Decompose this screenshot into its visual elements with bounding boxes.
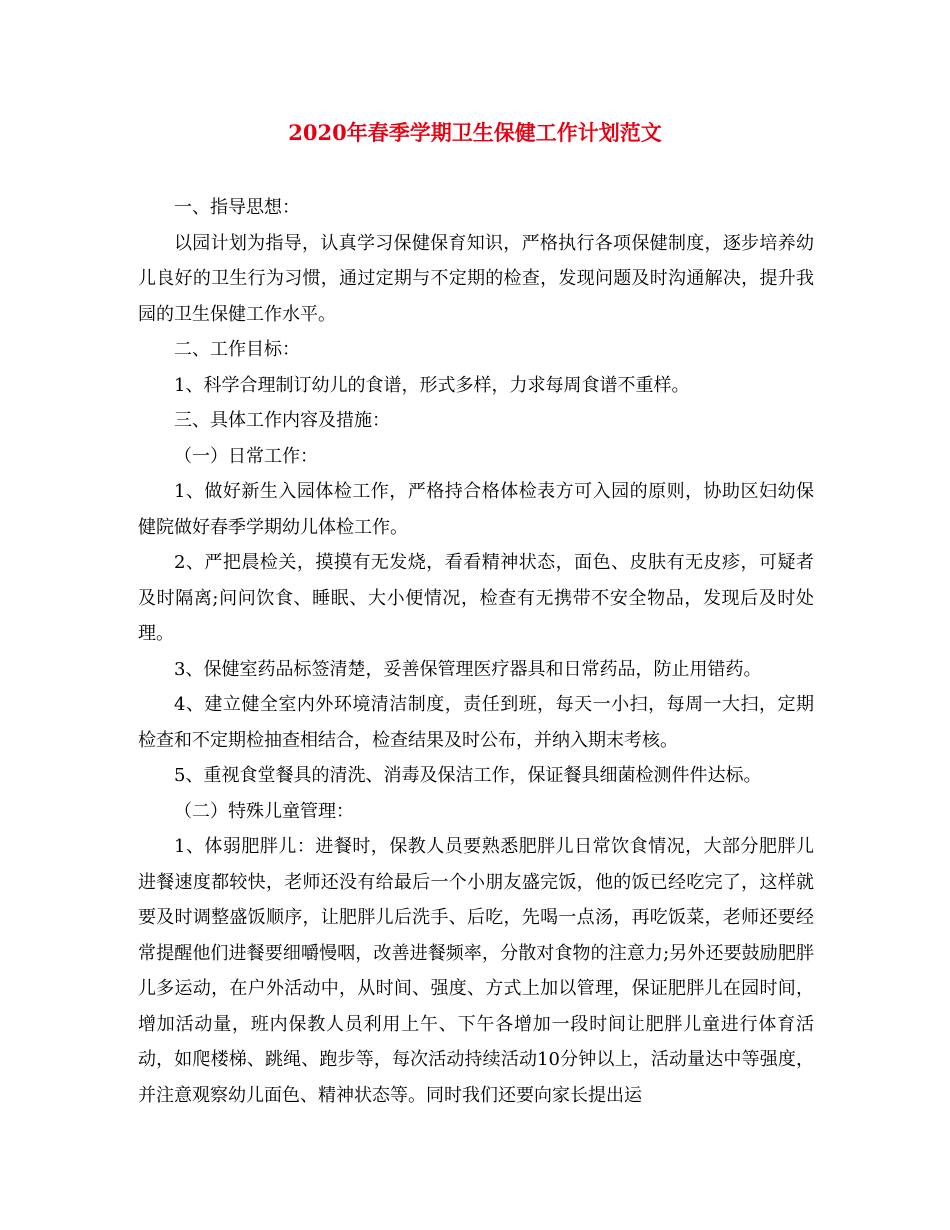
section-heading-measures: 三、具体工作内容及措施：: [174, 410, 390, 431]
document-body: [138, 190, 814, 1113]
paragraph-special-1: 1、体弱肥胖儿：进餐时，保教人员要熟悉肥胖儿日常饮食情况，大部分肥胖儿进餐速度都较快，老师还没有给最后一个小朋友盛完饭，他的饭已经吃完了，这样就要及时调整盛饭顺序，让肥胖儿后洗手、后吃，先喝一点汤，再吃饭菜，老师还要经常提醒他们进餐要细嚼慢咽，改善进餐频率，分散对食物的注意力;另外还要鼓励肥胖儿多运动，在户外活动中，从时间、强度、方式上加以管理，保证肥胖儿在园时间，增加活动量，班内保教人员利用上午、下午各增加一段时间让肥胖儿童进行体育活动，如爬楼梯、跳绳、跑步等，每次活动持续活动10分钟以上，活动量达中等强度，并注意观察幼儿面色、精神状态等。同时我们还要向家长提出运: [138, 836, 814, 1106]
paragraph-goal-1: 1、科学合理制订幼儿的食谱，形式多样，力求每周食谱不重样。: [174, 374, 690, 396]
paragraph-daily-4: 4、建立健全室内外环境清洁制度，责任到班，每天一小扫，每周一大扫，定期检查和不定期检抽查相结合，检查结果及时公布，并纳入期末考核。: [138, 694, 814, 751]
section-heading-guiding-ideology: 一、指导思想：: [174, 197, 300, 218]
paragraph-daily-2: 2、严把晨检关，摸摸有无发烧，看看精神状态，面色、皮肤有无皮疹，可疑者及时隔离;问问饮食、睡眠、大小便情况，检查有无携带不安全物品，发现后及时处理。: [138, 552, 814, 644]
paragraph-daily-5: 5、重视食堂餐具的清洗、消毒及保洁工作，保证餐具细菌检测件件达标。: [174, 765, 762, 786]
document-title: 2020年春季学期卫生保健工作计划范文: [288, 120, 662, 145]
subheading-special-children: （二）特殊儿童管理：: [174, 800, 354, 822]
paragraph-daily-1: 1、做好新生入园体检工作，严格持合格体检表方可入园的原则，协助区妇幼保健院做好春季学期幼儿体检工作。: [138, 481, 814, 538]
subheading-daily-work: （一）日常工作：: [174, 445, 318, 467]
section-heading-work-goals: 二、工作目标：: [174, 339, 300, 360]
paragraph-guiding-ideology: 以园计划为指导，认真学习保健保育知识，严格执行各项保健制度，逐步培养幼儿良好的卫生行为习惯，通过定期与不定期的检查，发现问题及时沟通解决，提升我园的卫生保健工作水平。: [138, 232, 814, 325]
paragraph-daily-3: 3、保健室药品标签清楚，妥善保管理医疗器具和日常药品，防止用错药。: [174, 658, 762, 680]
